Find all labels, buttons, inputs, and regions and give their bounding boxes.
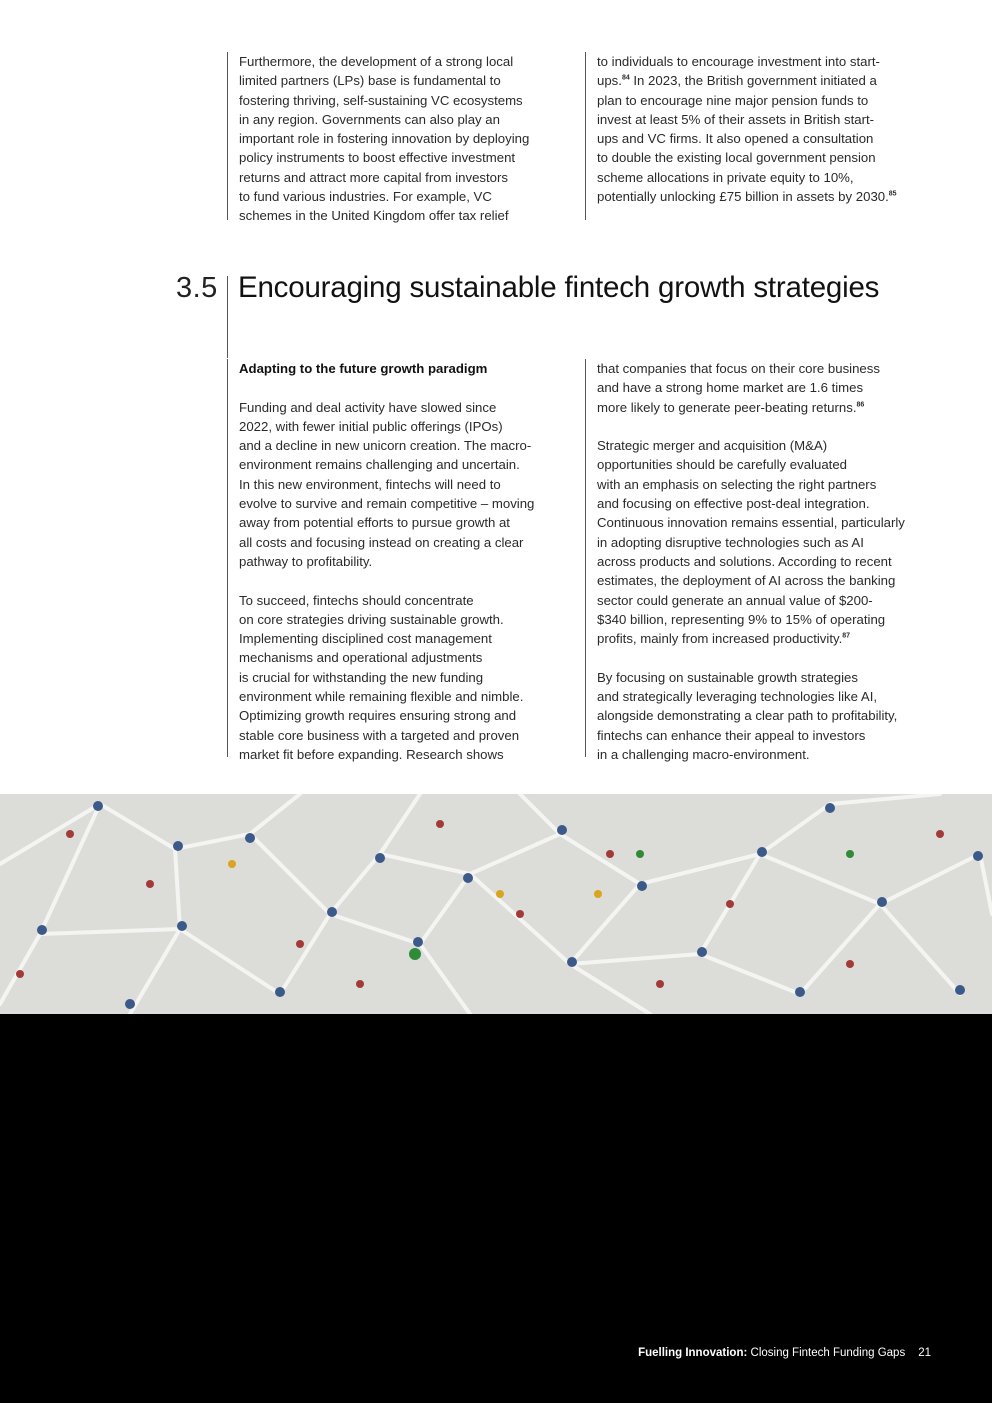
section-right-paragraph-1 <box>597 359 945 417</box>
network-lines-illustration <box>0 794 992 1014</box>
section-number: 3.5 <box>176 272 218 304</box>
crowd-network-photo <box>0 794 992 1014</box>
section-right-paragraph-2 <box>597 436 945 648</box>
section-rule <box>227 276 228 358</box>
footer-report-title: Closing Fintech Funding Gaps <box>747 1347 906 1359</box>
section-right-text-2: Strategic merger and acquisition (M&A) opportunities should be carefully evaluated with an emphasis on selecting the right partners and focusing on effective post-deal integration. Continuous innovation remains essential, particularly in adopting disruptive technologies such as AI across products and solutions. According to recent estimates, the deployment of AI across the banking sector could generate an annual value of $200- $340 billion, representing 9% to 15% of operating profits, mainly from increased productivity. <box>597 438 905 647</box>
section-right-text-1: that companies that focus on their core business and have a strong home market are 1.6 times more likely to generate peer-beating returns. <box>597 361 880 415</box>
footer-page-number: 21 <box>918 1347 931 1359</box>
intro-right-column <box>585 52 945 220</box>
section-subheading: Adapting to the future growth paradigm <box>239 361 488 376</box>
section-right-column <box>585 359 945 762</box>
intro-left-paragraph: Furthermore, the development of a strong local limited partners (LPs) base is fundamental to fostering thriving, self-sustaining VC ecosystems in any region. Governments can also play an important role in fostering innovation by deploying policy instruments to boost effective investment returns and attract more capital from investors to fund various industries. For example, VC schemes in the United Kingdom offer tax relief <box>239 54 530 224</box>
section-left-paragraph-1: Funding and deal activity have slowed since 2022, with fewer initial public offerings (IPOs) and a decline in new unicorn creation. The macro- environment remains challenging and uncertain. In this new environment, fintechs will need to evolve to survive and remain competitive – moving away from potential efforts to pursue growth at all costs and focusing instead on creating a clear pathway to profitability. <box>239 399 535 569</box>
section-left-column <box>227 359 572 762</box>
intro-left-column <box>227 52 572 224</box>
footnote-ref-86[interactable]: 86 <box>856 401 865 409</box>
intro-right-text-b: In 2023, the British government initiated a plan to encourage nine major pension funds to invest at least 5% of their assets in British start- ups and VC firms. It also opened a consultation to double the existing local government pension scheme allocations in private equity to 10%, potentially unlocking £75 billion in assets by 2030. <box>597 73 889 205</box>
footnote-ref-84[interactable]: 84 <box>621 74 630 82</box>
section-left-paragraph-2: To succeed, fintechs should concentrate on core strategies driving sustainable growth. Implementing disciplined cost management mechanisms and operational adjustments is crucial for withstanding the new funding environment while remaining flexible and nimble. Optimizing growth requires ensuring strong and stable core business with a targeted and proven market fit before expanding. Research shows <box>239 592 524 762</box>
section-title: Encouraging sustainable fintech growth strategies <box>238 271 880 304</box>
section-right-paragraph-3: By focusing on sustainable growth strategies and strategically leveraging technologies like AI, alongside demonstrating a clear path to profitability, fintechs can enhance their appeal to investors in a challenging macro-environment. <box>597 669 898 762</box>
footer-report-title-bold: Fuelling Innovation: <box>638 1347 748 1359</box>
intro-right-paragraph <box>597 52 945 206</box>
footnote-ref-87[interactable]: 87 <box>842 632 851 640</box>
intro-right-text-a: to individuals to encourage investment into start- ups. <box>597 54 880 89</box>
footer <box>638 1347 931 1359</box>
footer-band <box>0 1014 992 1403</box>
footnote-ref-85[interactable]: 85 <box>888 190 897 198</box>
